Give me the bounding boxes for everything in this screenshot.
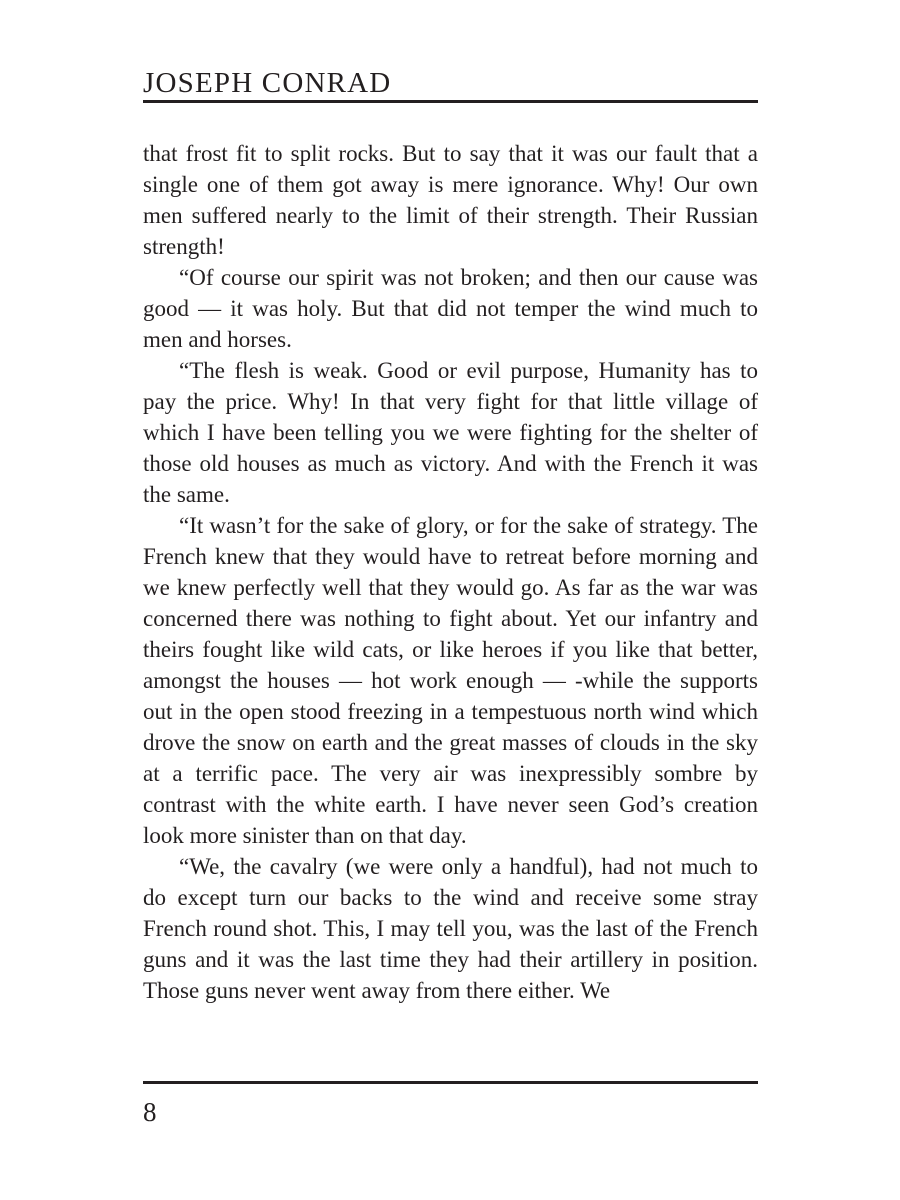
paragraph: “The flesh is weak. Good or evil purpose, Humanity has to pay the price. Why! In that very fight for that little village of which I have been telling you we were fighting for the shelter of those old houses as much as victory. And with the French it was the same.	[143, 358, 758, 507]
paragraph: “Of course our spirit was not broken; and then our cause was good — it was holy. But that did not temper the wind much to men and horses.	[143, 265, 758, 352]
paragraph: “We, the cavalry (we were only a handful), had not much to do except turn our backs to the wind and receive some stray French round shot. This, I may tell you, was the last of the French guns and it was the last time they had their artillery in position. Those guns never went away from there either. We	[143, 854, 758, 1003]
running-head: JOSEPH CONRAD	[143, 67, 392, 99]
page-number: 8	[143, 1097, 157, 1127]
body-text	[143, 138, 758, 1006]
paragraph: “It wasn’t for the sake of glory, or for the sake of strategy. The French knew that they would have to retreat before morning and we knew perfectly well that they would go. As far as the war was concerned there was nothing to fight about. Yet our infantry and theirs fought like wild cats, or like heroes if you like that better, amongst the houses — hot work enough — -while the supports out in the open stood freezing in a tempestuous north wind which drove the snow on earth and the great masses of clouds in the sky at a terrific pace. The very air was inexpressibly sombre by contrast with the white earth. I have never seen God’s creation look more sinister than on that day.	[143, 513, 758, 848]
footer-rule	[143, 1081, 758, 1084]
header-rule	[143, 100, 758, 103]
paragraph: that frost fit to split rocks. But to say that it was our fault that a single one of them got away is mere ignorance. Why! Our own men suffered nearly to the limit of their strength. Their Russian strength!	[143, 141, 758, 259]
